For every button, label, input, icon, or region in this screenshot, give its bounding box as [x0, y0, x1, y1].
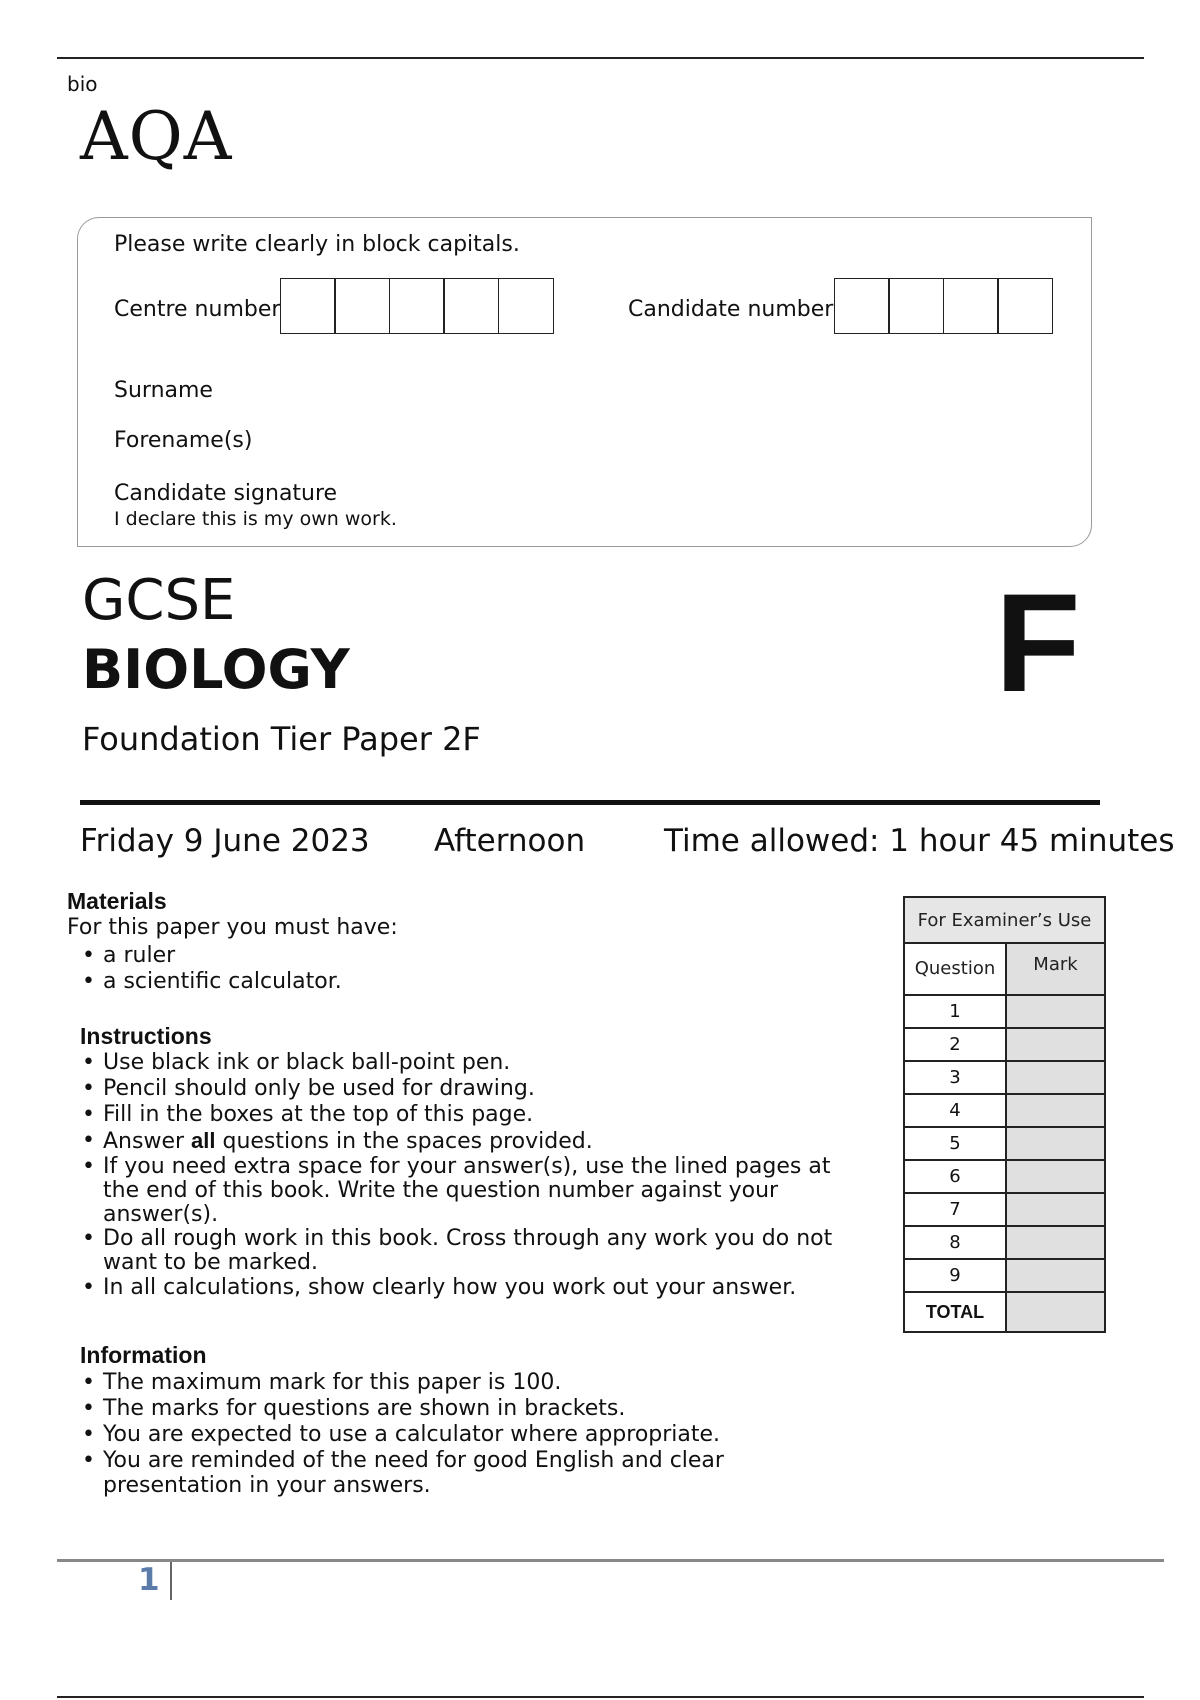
- mark-cell: [1006, 1193, 1105, 1226]
- mark-cell: [1006, 1028, 1105, 1061]
- list-item: • If you need extra space for your answer(s), use the lined pages at the end of this book. Write the question number against your answer(s).: [80, 1155, 850, 1227]
- information-heading: Information: [80, 1342, 207, 1368]
- instructions-list: [80, 1050, 850, 1301]
- materials-list: [80, 943, 780, 995]
- table-row: [904, 1127, 1105, 1160]
- candidate-digit-box[interactable]: [943, 278, 999, 334]
- page-number-divider: [170, 1562, 172, 1600]
- declaration-text: I declare this is my own work.: [114, 508, 397, 530]
- list-item: • Do all rough work in this book. Cross through any work you do not want to be marked.: [80, 1227, 850, 1275]
- examiner-table-title: For Examiner’s Use: [904, 897, 1105, 943]
- question-number: 9: [904, 1259, 1006, 1292]
- table-row: [904, 1193, 1105, 1226]
- table-row: [904, 1028, 1105, 1061]
- centre-digit-box[interactable]: [443, 278, 499, 334]
- table-row: [904, 995, 1105, 1028]
- centre-number-boxes: [281, 278, 554, 334]
- mark-cell: [1006, 1226, 1105, 1259]
- mark-cell: [1006, 1127, 1105, 1160]
- question-number: 2: [904, 1028, 1006, 1061]
- tier-paper: Foundation Tier Paper 2F: [82, 720, 481, 758]
- question-number: 1: [904, 995, 1006, 1028]
- mark-cell: [1006, 1094, 1105, 1127]
- list-item-text: questions in the spaces provided.: [215, 1129, 593, 1154]
- total-mark-cell: [1006, 1292, 1105, 1332]
- materials-intro: For this paper you must have:: [67, 915, 398, 940]
- list-item-text: Answer: [103, 1129, 192, 1154]
- information-list: [80, 1370, 800, 1498]
- centre-digit-box[interactable]: [498, 278, 554, 334]
- qualification-title: GCSE: [82, 568, 236, 633]
- block-capitals-instruction: Please write clearly in block capitals.: [114, 232, 520, 257]
- bottom-rule: [57, 1696, 1144, 1698]
- question-number: 5: [904, 1127, 1006, 1160]
- mark-cell: [1006, 995, 1105, 1028]
- question-column-header: Question: [904, 943, 1006, 995]
- mark-cell: [1006, 1259, 1105, 1292]
- candidate-digit-box[interactable]: [888, 278, 944, 334]
- mark-cell: [1006, 1160, 1105, 1193]
- question-number: 3: [904, 1061, 1006, 1094]
- candidate-number-boxes: [835, 278, 1053, 334]
- list-item: • Use black ink or black ball-point pen.: [80, 1050, 850, 1076]
- document-tag: bio: [67, 72, 98, 96]
- list-item: • a ruler: [80, 943, 780, 969]
- emphasis-all: all: [191, 1128, 216, 1153]
- table-row: [904, 1160, 1105, 1193]
- question-number: 6: [904, 1160, 1006, 1193]
- total-row: [904, 1292, 1105, 1332]
- mark-cell: [1006, 1061, 1105, 1094]
- candidate-number-label: Candidate number: [628, 297, 834, 322]
- list-item: • The marks for questions are shown in brackets.: [80, 1396, 800, 1422]
- page-number: 1: [138, 1562, 160, 1598]
- mark-column-header: Mark: [1006, 943, 1105, 995]
- table-row: [904, 1094, 1105, 1127]
- table-row: [904, 1061, 1105, 1094]
- aqa-logo: AQA: [80, 98, 233, 175]
- subject-title: BIOLOGY: [82, 638, 350, 701]
- signature-label: Candidate signature: [114, 481, 338, 506]
- candidate-details-box: [77, 217, 1092, 547]
- question-number: 7: [904, 1193, 1006, 1226]
- examiner-use-table: [903, 896, 1106, 1333]
- candidate-digit-box[interactable]: [997, 278, 1053, 334]
- title-divider: [80, 800, 1100, 805]
- list-item: • You are expected to use a calculator where appropriate.: [80, 1422, 800, 1448]
- list-item: • In all calculations, show clearly how you work out your answer.: [80, 1275, 850, 1301]
- time-allowed: Time allowed: 1 hour 45 minutes: [664, 823, 1175, 859]
- list-item: • Pencil should only be used for drawing.: [80, 1076, 850, 1102]
- forename-label: Forename(s): [114, 428, 253, 453]
- instructions-heading: Instructions: [80, 1023, 212, 1049]
- question-number: 4: [904, 1094, 1006, 1127]
- materials-heading: Materials: [67, 888, 167, 914]
- list-item: • The maximum mark for this paper is 100.: [80, 1370, 800, 1396]
- table-row: [904, 1259, 1105, 1292]
- list-item: • a scientific calculator.: [80, 969, 780, 995]
- footer-rule: [57, 1559, 1164, 1562]
- centre-digit-box[interactable]: [389, 278, 445, 334]
- top-rule: [57, 57, 1144, 59]
- list-item: • You are reminded of the need for good English and clear presentation in your answers.: [80, 1448, 800, 1498]
- candidate-digit-box[interactable]: [834, 278, 890, 334]
- list-item: • Fill in the boxes at the top of this page.: [80, 1102, 850, 1128]
- exam-session: Afternoon: [434, 823, 586, 859]
- table-row: [904, 1226, 1105, 1259]
- exam-date: Friday 9 June 2023: [80, 823, 370, 859]
- surname-label: Surname: [114, 378, 213, 403]
- tier-letter: F: [995, 564, 1081, 721]
- centre-digit-box[interactable]: [334, 278, 390, 334]
- list-item: [80, 1128, 850, 1155]
- centre-number-label: Centre number: [114, 297, 281, 322]
- centre-digit-box[interactable]: [280, 278, 336, 334]
- total-label: TOTAL: [904, 1292, 1006, 1332]
- question-number: 8: [904, 1226, 1006, 1259]
